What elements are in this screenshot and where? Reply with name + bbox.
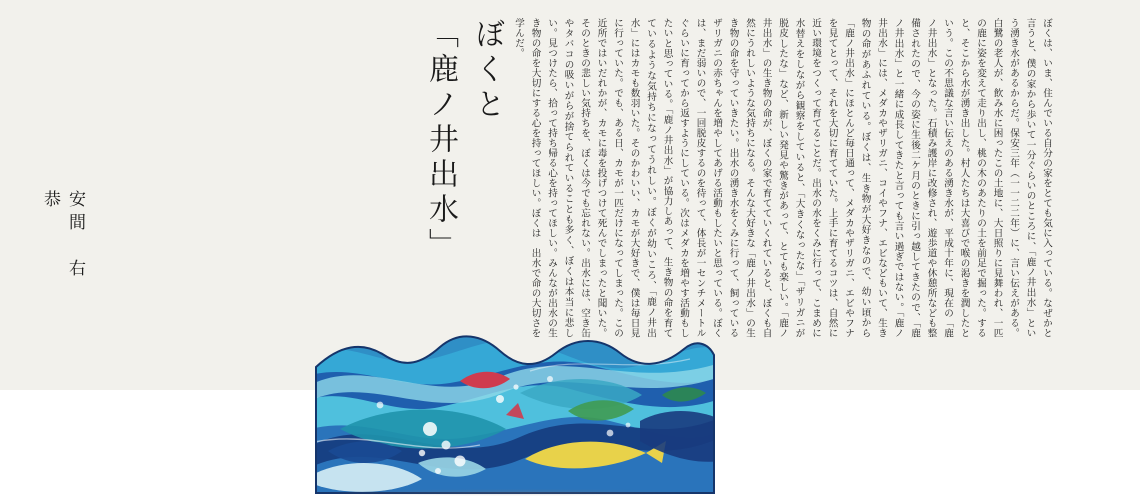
title-line-1: ぼくと xyxy=(469,18,505,123)
ceramic-vessel-illustration xyxy=(310,333,720,498)
text-columns xyxy=(397,18,1081,348)
page-title xyxy=(417,18,510,318)
vertical-text-area xyxy=(100,18,1080,348)
author-name: 安間 右恭 xyxy=(40,190,85,282)
body-text: ぼくは、いま、住んでいる自分の家をとても気に入っている。なぜかと言うと、僕の家から歩いて一分ぐらいのところに、「鹿ノ井出水」という湧き水があるからだ。保安三年（一一二二年）に、言い伝えがある。白鷺の老人が、飲み水に困ったこの土地に、大日照りに見舞われ、一匹の鹿に姿を変えて走り出し、桃の木のあたりの土を前足で掘った。すると、そこから水が湧き出した。村人たちは大喜びで喉の渇きを潤したという。この不思議な言い伝えのある湧き水が、平成十年に、現在の「鹿ノ井出水」となった。石積み護岸に改修され、遊歩道や休憩所なども整備されたので、今の姿に生後二ケ月のときに引っ越してきたので、「鹿ノ井出水」と一緒に成長してきたと言っても言い過ぎではない。「鹿ノ井出水」には、メダカやザリガニ、コイやフナ、エビなどもいて、生き物の命があふれている。ぼくは、生き物が大好きなので、幼い頃から「鹿ノ井出水」にほとんど毎日通って、メダカやザリガニ、エビやフナを見てとって、それを大切に育てていた。上手に育てるコツは、自然に近い環境をつくって育てることだ。出水の水をくみに行って、こまめに水替えをしながら観察をしていると、「大きくなったな」「ザリガニが脱皮したな」など、新しい発見や驚きがあって、とても楽しい。「鹿ノ井出水」の生き物の命が、ぼくの家で育てていくれていると、ぼくも自然にうれしいような気持ちになる。そんな大好きな「鹿ノ井出水」の生き物の命を守っていきたい。出水の湧き水をくみに行って、飼っているザリガニの赤ちゃんを増やしてあげる活動もしたいと思っている。ぼくは、まだ弱いので、一回脱皮するのを待って、体長が一センチメートルぐらいに育ってから返すようにしている。次はメダカを増やす活動もしたいと思っている。「鹿ノ井出水」が協力しあって、生き物の命を育てているような気持ちになってうれしい。ぼくが幼いころ、「鹿ノ井出水」にはカモも数羽いた。そのかわいい、カモが大好きで、僕は毎日見に行っていた。でも、ある日、カモが一匹だけになってしまった。この近所ではいだれかが、カモに毒を投げつけて死んでしまったと聞いた。そのときの悲しい気持ちを、ぼくは今でも忘れない。出水には、空き缶やタバコの吸いがらが捨てられていることも多く、ぼくは本当に悲しい。見つけたら、拾って持ち帰る心を持ってほしい。みんなが出水の生き物の命を大切にする心を持ってほしい。ぼくは 出水で命の大切さを学んだ。 xyxy=(513,18,1052,338)
vessel-shadow xyxy=(318,489,713,496)
title-line-2: 「鹿ノ井出水」 xyxy=(423,18,458,263)
